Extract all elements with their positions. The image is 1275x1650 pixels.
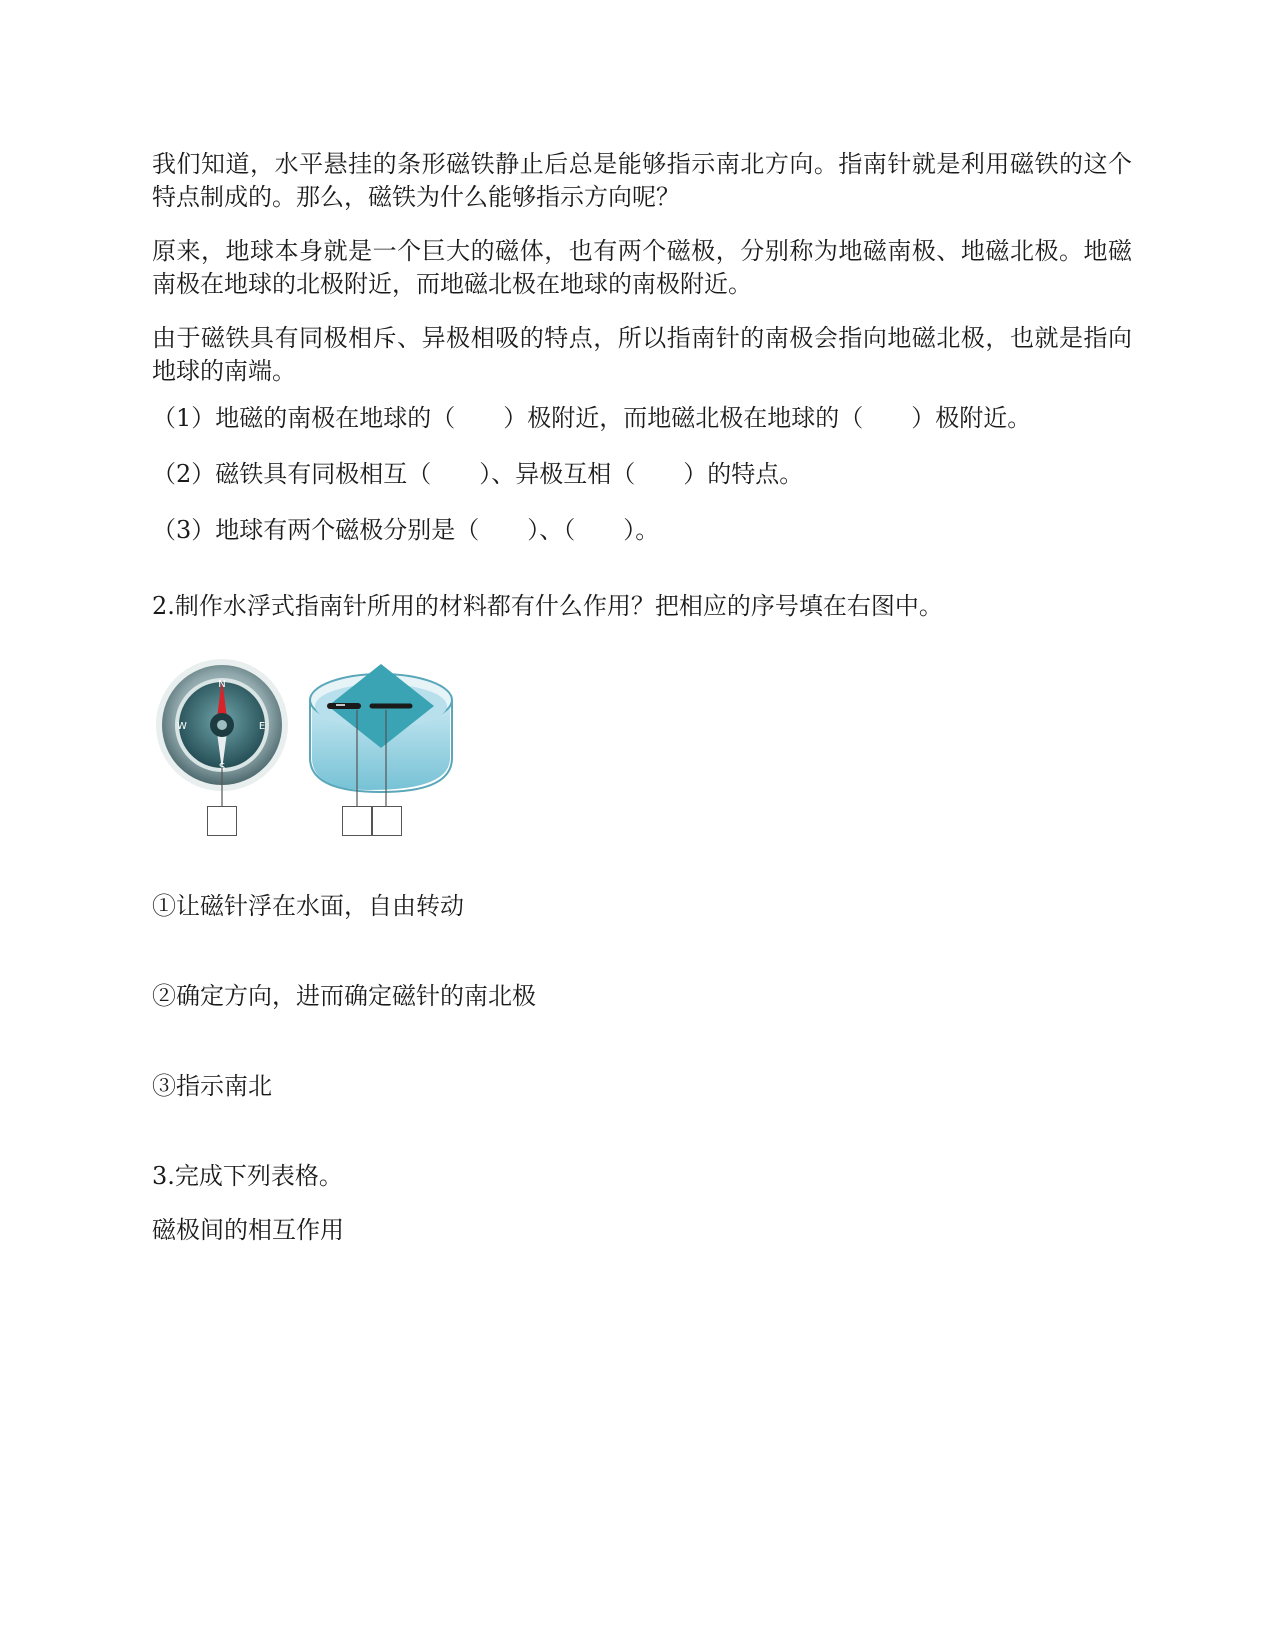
- intro-paragraph-2: 原来，地球本身就是一个巨大的磁体，也有两个磁极，分别称为地磁南极、地磁北极。地磁南极在地球的北极附近，而地磁北极在地球的南极附近。: [152, 237, 1132, 298]
- fill-question-1: （1）地磁的南极在地球的（ ）极附近，而地磁北极在地球的（ ）极附近。: [152, 404, 1032, 432]
- question-3-title: 3.完成下列表格。: [152, 1162, 343, 1190]
- intro-paragraph-1: 我们知道，水平悬挂的条形磁铁静止后总是能够指示南北方向。指南针就是利用磁铁的这个特点制成的。那么，磁铁为什么能够指示方向呢？: [152, 150, 1132, 211]
- compass-letter-w: W: [177, 721, 187, 732]
- answer-box-compass[interactable]: [207, 806, 237, 836]
- intro-paragraph-3: 由于磁铁具有同极相斥、异极相吸的特点，所以指南针的南极会指向地磁北极，也就是指向地球的南端。: [152, 324, 1132, 385]
- option-1: ①让磁针浮在水面，自由转动: [152, 892, 464, 920]
- compass-letter-n: N: [218, 679, 226, 690]
- answer-box-foam[interactable]: [372, 806, 402, 836]
- table-caption: 磁极间的相互作用: [152, 1216, 344, 1244]
- intro-section: [152, 148, 1132, 388]
- compass-letter-e: E: [258, 721, 266, 732]
- fill-question-3: （3）地球有两个磁极分别是（ ）、（ ）。: [152, 516, 660, 544]
- compass-figure: [152, 658, 482, 848]
- answer-box-needle[interactable]: [342, 806, 372, 836]
- fill-question-2: （2）磁铁具有同极相互（ ）、异极互相（ ）的特点。: [152, 460, 804, 488]
- compass-letter-s: S: [218, 762, 226, 773]
- question-2-title: 2.制作水浮式指南针所用的材料都有什么作用？把相应的序号填在右图中。: [152, 592, 943, 620]
- compass-illustration: [152, 658, 482, 848]
- option-2: ②确定方向，进而确定磁针的南北极: [152, 982, 536, 1010]
- water-bowl-icon: [310, 664, 452, 792]
- option-3: ③指示南北: [152, 1072, 272, 1100]
